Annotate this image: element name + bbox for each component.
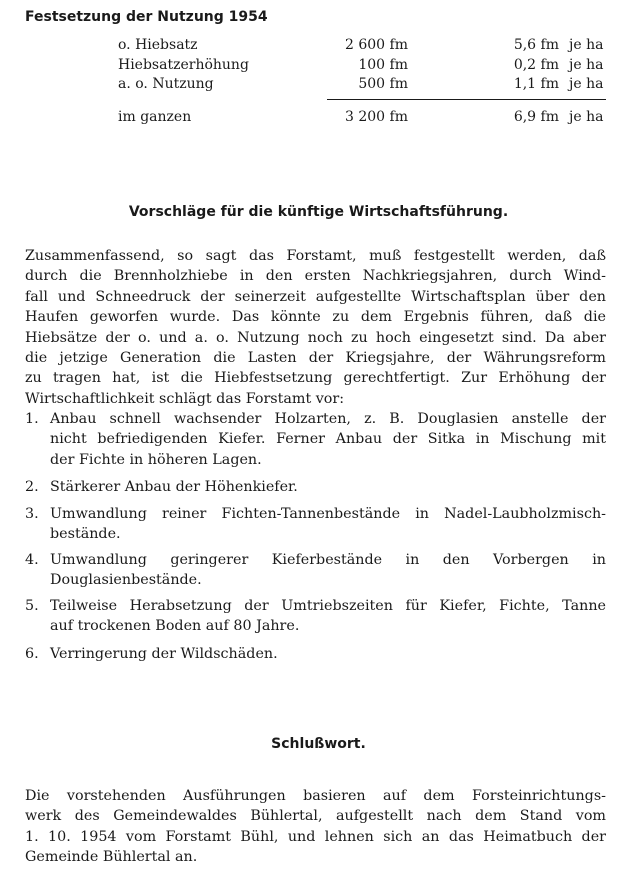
paragraph-line: Wirtschaftlichkeit schlägt das Forstamt vor: <box>25 390 345 407</box>
usage-unit: je ha <box>569 37 604 53</box>
list-line: der Fichte in höheren Lagen. <box>50 451 262 468</box>
usage-unit: je ha <box>569 109 604 125</box>
paragraph-line: zu tragen hat, ist die Hiebfestsetzung gerechtfertigt. Zur Erhöhung der <box>25 370 606 387</box>
usage-unit: je ha <box>569 57 604 73</box>
usage-unit: je ha <box>569 76 604 92</box>
list-line: Umwandlung reiner Fichten-Tannenbestände in Nadel-Laubholzmisch- <box>50 506 606 522</box>
list-number: 5. <box>25 598 39 614</box>
proposals-heading: Vorschläge für die künftige Wirtschaftsführung. <box>128 204 509 220</box>
usage-rate: 5,6 fm <box>513 37 559 53</box>
usage-rate: 1,1 fm <box>513 76 559 92</box>
paragraph-line: Zusammenfassend, so sagt das Forstamt, muß festgestellt werden, daß <box>25 248 606 264</box>
list-line: Douglasienbestände. <box>50 572 202 589</box>
usage-heading: Festsetzung der Nutzung 1954 <box>25 9 268 25</box>
list-number: 1. <box>25 411 39 427</box>
usage-label: Hiebsatzerhöhung <box>118 57 249 73</box>
usage-amount: 500 fm <box>358 76 408 92</box>
usage-row <box>0 57 637 75</box>
usage-amount: 3 200 fm <box>345 109 408 125</box>
list-line: Anbau schnell wachsender Holzarten, z. B. Douglasien anstelle der <box>50 411 606 427</box>
usage-row <box>0 37 637 55</box>
paragraph-line: durch die Brennholzhiebe in den ersten Nachkriegsjahren, durch Wind- <box>25 268 606 285</box>
sum-divider <box>327 99 606 100</box>
list-line: Verringerung der Wildschäden. <box>50 646 278 662</box>
closing-heading: Schlußwort. <box>271 736 366 752</box>
usage-amount: 100 fm <box>358 57 408 73</box>
usage-label: im ganzen <box>118 109 192 125</box>
usage-row <box>0 76 637 94</box>
paragraph-line: Haufen geworfen wurde. Das könnte zu dem Ergebnis führen, daß die <box>25 309 606 326</box>
usage-label: o. Hiebsatz <box>118 37 198 53</box>
paragraph-line: fall und Schneedruck der seinerzeit aufgestellte Wirtschaftsplan über den <box>25 288 606 305</box>
list-number: 4. <box>25 552 39 568</box>
usage-amount: 2 600 fm <box>345 37 408 53</box>
list-line: nicht befriedigenden Kiefer. Ferner Anbau der Sitka in Mischung mit <box>50 431 606 448</box>
usage-rate: 6,9 fm <box>513 109 559 125</box>
paragraph-line: Die vorstehenden Ausführungen basieren auf dem Forsteinrichtungs- <box>25 788 606 804</box>
closing-paragraph <box>25 786 606 868</box>
usage-label: a. o. Nutzung <box>118 76 214 92</box>
list-number: 6. <box>25 646 39 662</box>
list-line: auf trockenen Boden auf 80 Jahre. <box>50 618 300 635</box>
list-number: 3. <box>25 506 39 522</box>
intro-paragraph <box>25 246 606 409</box>
usage-rate: 0,2 fm <box>513 57 559 73</box>
paragraph-line: werk des Gemeindewaldes Bühlertal, aufgestellt nach dem Stand vom <box>25 808 606 825</box>
list-line: Stärkerer Anbau der Höhenkiefer. <box>50 479 298 495</box>
usage-total-row <box>0 109 637 127</box>
paragraph-line: 1. 10. 1954 vom Forstamt Bühl, und lehnen sich an das Heimatbuch der <box>25 828 606 845</box>
list-number: 2. <box>25 479 39 495</box>
list-line: Teilweise Herabsetzung der Umtriebszeiten für Kiefer, Fichte, Tanne <box>50 598 606 614</box>
paragraph-line: Hiebsätze der o. und a. o. Nutzung noch zu hoch eingesetzt sind. Da aber <box>25 329 606 346</box>
list-line: bestände. <box>50 526 121 543</box>
paragraph-line: Gemeinde Bühlertal an. <box>25 849 198 866</box>
list-line: Umwandlung geringerer Kieferbestände in den Vorbergen in <box>50 552 606 568</box>
paragraph-line: die jetzige Generation die Lasten der Kriegsjahre, der Währungsreform <box>25 349 606 366</box>
